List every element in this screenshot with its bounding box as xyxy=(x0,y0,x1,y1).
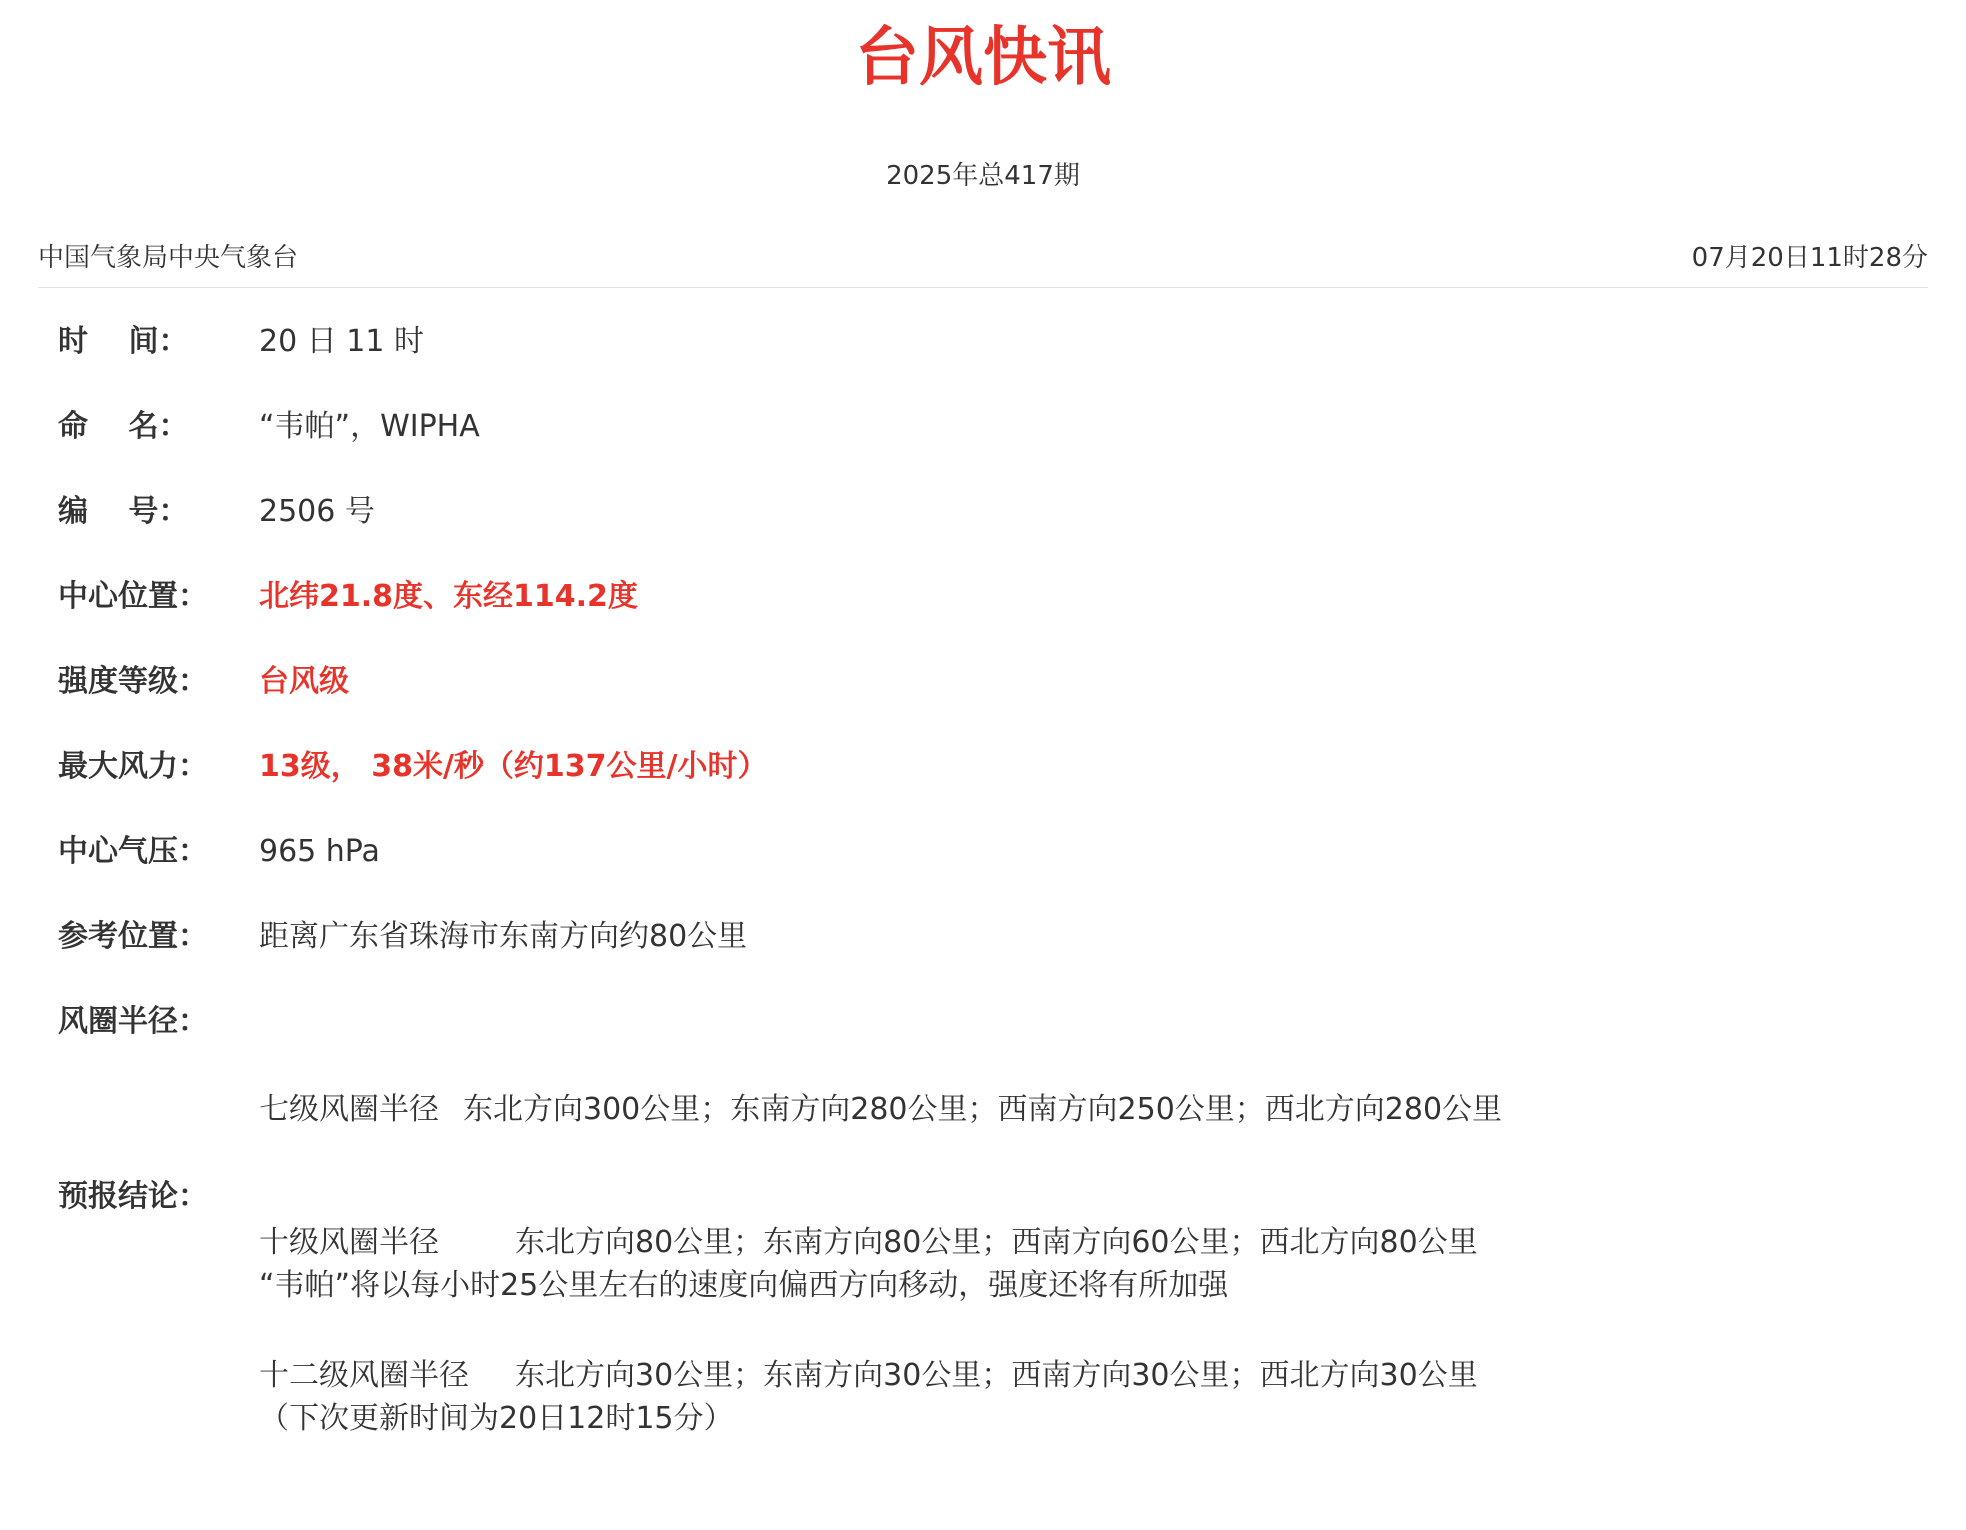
field-label: 中心气压： xyxy=(58,834,208,869)
wind-radius-name: 七级风圈半径 xyxy=(259,1092,439,1127)
meta-row xyxy=(38,240,1928,276)
forecast-line: “韦帕”将以每小时25公里左右的速度向偏西方向移动，强度还将有所加强 xyxy=(259,1268,1229,1303)
field-value: 20 日 11 时 xyxy=(259,324,424,359)
field-value-highlight: 13级， 38米/秒（约137公里/小时） xyxy=(259,749,768,784)
field-value: “韦帕”，WIPHA xyxy=(259,409,480,444)
field-value: 2506 号 xyxy=(259,494,375,529)
forecast-text xyxy=(259,1175,1228,1529)
field-label: 预报结论： xyxy=(58,1179,208,1214)
page-title: 台风快讯 xyxy=(855,21,1111,95)
wind-radius-name: 十级风圈半径 xyxy=(259,1225,439,1260)
wind-radius-line xyxy=(259,1088,1503,1133)
wind-radius-directions: 东北方向300公里；东南方向280公里；西南方向250公里；西北方向280公里 xyxy=(463,1092,1503,1127)
field-value: 965 hPa xyxy=(259,834,380,869)
agency-name: 中国气象局中央气象台 xyxy=(38,243,299,273)
publish-datetime: 07月20日11时28分 xyxy=(1691,243,1928,273)
field-label: 最大风力： xyxy=(58,749,208,784)
field-value-highlight: 北纬21.8度、东经114.2度 xyxy=(259,579,638,614)
header-divider xyxy=(38,287,1928,288)
field-label: 时 间： xyxy=(58,324,189,359)
issue-number: 2025年总417期 xyxy=(886,161,1080,191)
field-label: 命 名： xyxy=(58,409,189,444)
wind-radius-directions: 东北方向30公里；东南方向30公里；西南方向30公里；西北方向30公里 xyxy=(515,1358,1478,1393)
field-label: 强度等级： xyxy=(58,664,208,699)
field-label: 编 号： xyxy=(58,494,189,529)
field-label: 风圈半径： xyxy=(58,1004,208,1039)
field-value: 距离广东省珠海市东南方向约80公里 xyxy=(259,919,748,954)
field-label: 中心位置： xyxy=(58,579,208,614)
field-label: 参考位置： xyxy=(58,919,208,954)
wind-radius-directions: 东北方向80公里；东南方向80公里；西南方向60公里；西北方向80公里 xyxy=(515,1225,1478,1260)
wind-radius-name: 十二级风圈半径 xyxy=(259,1358,469,1393)
field-value-highlight: 台风级 xyxy=(259,664,349,699)
forecast-next-update: （下次更新时间为20日12时15分） xyxy=(259,1401,734,1436)
